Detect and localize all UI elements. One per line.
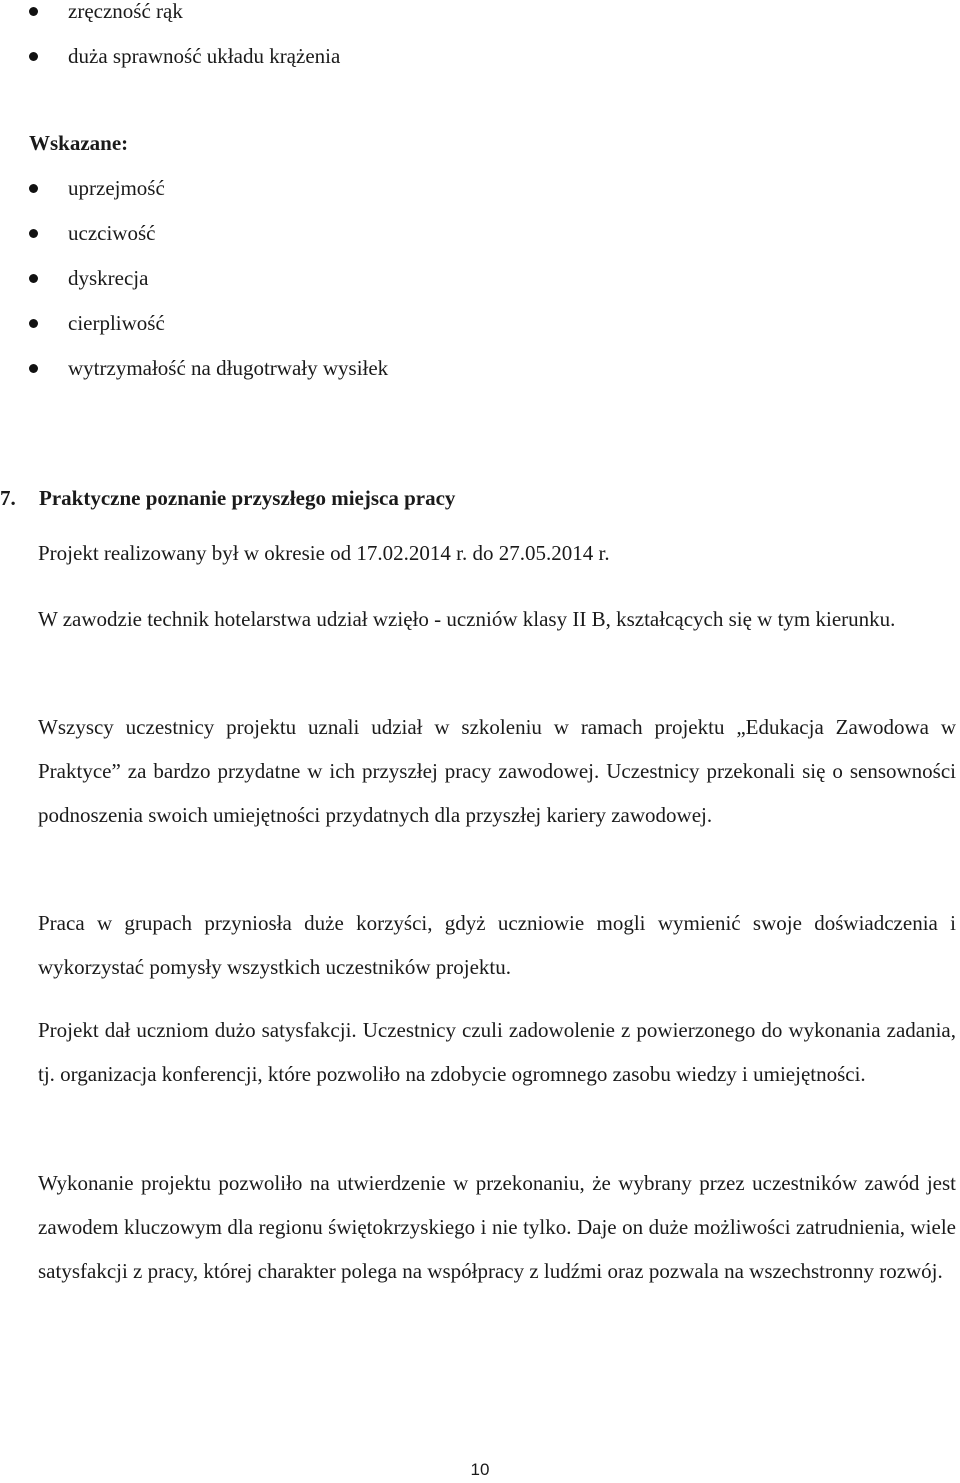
list-item [0,357,960,402]
bullet-icon [29,52,38,61]
list-item [0,222,960,267]
bullet-icon [29,184,38,193]
list-item [0,267,960,312]
list-item-text: wytrzymałość na długotrwały wysiłek [68,356,389,380]
list-item-text: uczciwość [68,221,156,245]
bullet-icon [29,319,38,328]
section-number: 7. [0,486,16,510]
bullet-icon [29,364,38,373]
list-item [0,177,960,222]
list-item-text: zręczność rąk [68,0,183,23]
list-item-text: cierpliwość [68,311,165,335]
list-item-text: uprzejmość [68,176,165,200]
bullet-list-wskazane [0,177,960,402]
paragraph-conclusion: Wykonanie projektu pozwoliło na utwierdzenie w przekonaniu, że wybrany przez uczestników zawód jest zawodem kluczowym dla regionu świętokrzyskiego i nie tylko. Daje on duże możliwości zatrudnienia, wiele satysfakcji z pracy, której charakter polega na współpracy z ludźmi oraz pozwala na wszechstronny rozwój. [38,1171,956,1283]
paragraph-participants: W zawodzie technik hotelarstwa udział wzięło - uczniów klasy II B, kształcących się w tym kierunku. [38,607,896,631]
bullet-icon [29,274,38,283]
bullet-icon [29,229,38,238]
list-item-text: duża sprawność układu krążenia [68,44,341,68]
bullet-list-top [0,0,960,90]
list-item [0,45,960,90]
bullet-icon [29,7,38,16]
list-item [0,312,960,357]
paragraph-satisfaction: Projekt dał uczniom dużo satysfakcji. Uczestnicy czuli zadowolenie z powierzonego do wykonania zadania, tj. organizacja konferencji, które pozwoliło na zdobycie ogromnego zasobu wiedzy i umiejętności. [38,1018,956,1086]
list-item [0,0,960,45]
section-title: Praktyczne poznanie przyszłego miejsca pracy [39,486,456,510]
paragraph-group-work: Praca w grupach przyniosła duże korzyści, gdyż uczniowie mogli wymienić swoje doświadczenia i wykorzystać pomysły wszystkich uczestników projektu. [38,911,956,979]
paragraph-training: Wszyscy uczestnicy projektu uznali udział w szkoleniu w ramach projektu „Edukacja Zawodowa w Praktyce” za bardzo przydatne w ich przyszłej pracy zawodowej. Uczestnicy przekonali się o sensowności podnoszenia swoich umiejętności przydatnych dla przyszłej kariery zawodowej. [38,715,956,827]
page-number: 10 [470,1460,490,1479]
wskazane-heading: Wskazane: [29,131,129,155]
paragraph-period: Projekt realizowany był w okresie od 17.02.2014 r. do 27.05.2014 r. [38,541,610,565]
list-item-text: dyskrecja [68,266,149,290]
